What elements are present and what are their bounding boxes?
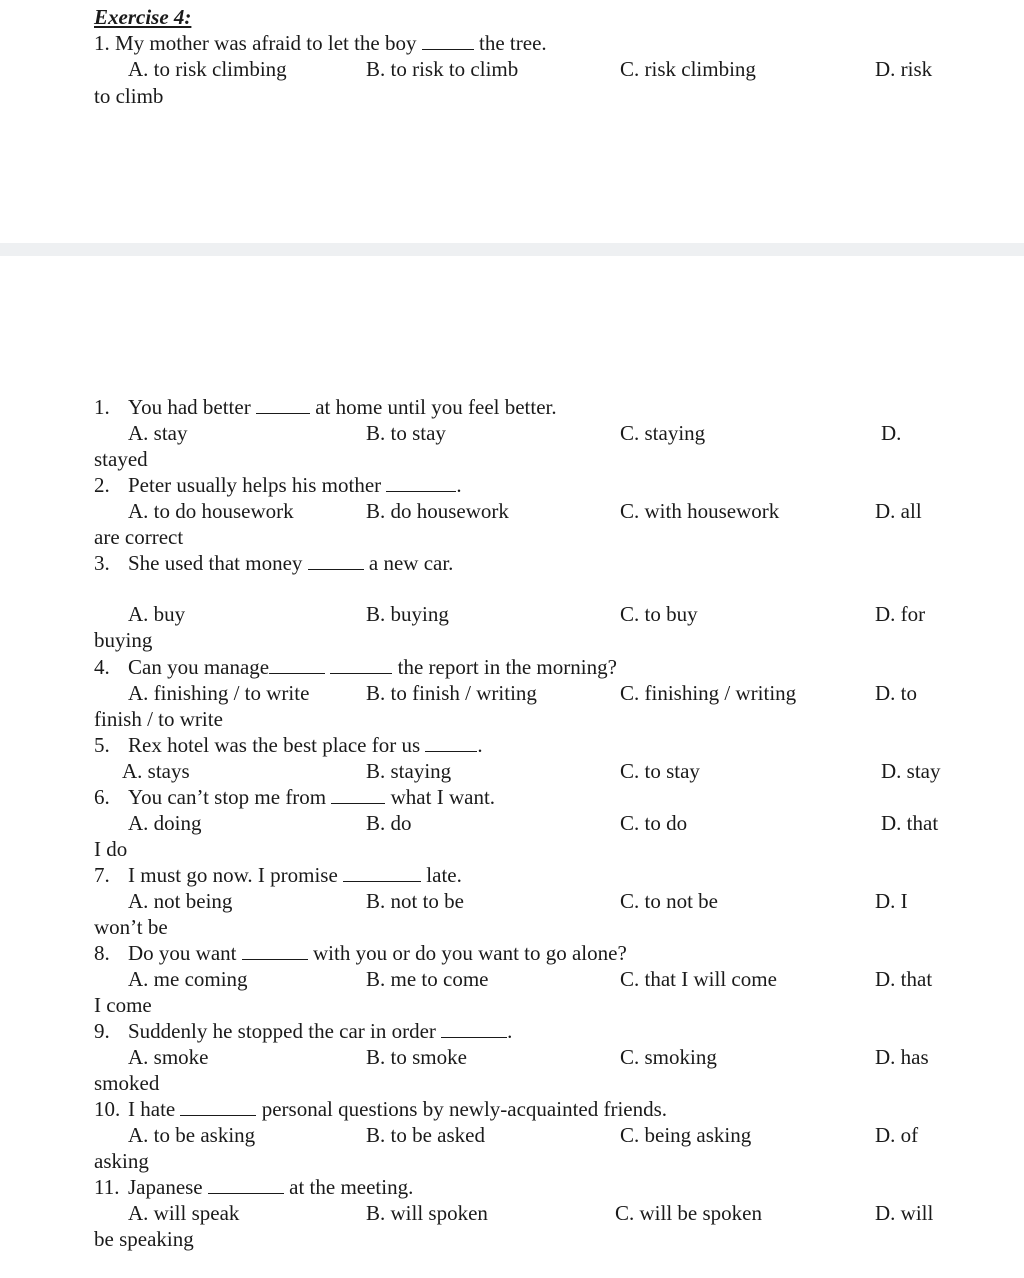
question-stem: Can you manage [128,655,270,679]
option-d-continued: be speaking [94,1227,194,1251]
option-d: D. has [875,1045,929,1069]
answer-blank [422,31,474,50]
option-a: A. to be asking [128,1123,256,1147]
top-page [0,0,1024,243]
question-tail: at the meeting. [289,1175,414,1199]
first-option-d-continued: to climb [94,84,164,108]
option-c: C. to buy [620,602,698,626]
answer-blank [331,785,385,804]
page-separator [0,243,1024,256]
option-c: C. will be spoken [615,1201,762,1225]
answer-blank [425,733,477,752]
answer-blank [330,655,392,674]
option-d-continued: I do [94,837,128,861]
first-question [94,30,547,56]
question-text [128,1096,667,1122]
option-d: D. will [875,1201,934,1225]
first-question-tail: the tree. [479,31,547,55]
question-number: 9. [94,1019,110,1043]
question-text [128,1174,413,1200]
question-number: 8. [94,941,110,965]
question-number: 1. [94,395,110,419]
question-text [128,394,557,420]
option-d-continued: finish / to write [94,707,223,731]
option-b: B. do housework [366,499,509,523]
question-stem: Peter usually helps his mother [128,473,382,497]
option-d-continued: smoked [94,1071,160,1095]
option-d: D. to [875,681,917,705]
question-text [128,654,617,680]
question-text [128,940,627,966]
option-a: A. doing [128,811,202,835]
option-d: D. I [875,889,908,913]
question-tail: personal questions by newly-acquainted friends. [261,1097,668,1121]
option-c: C. smoking [620,1045,717,1069]
option-d: D. that [881,811,939,835]
option-b: B. to smoke [366,1045,467,1069]
question-stem: She used that money [128,551,303,575]
question-number: 3. [94,551,110,575]
option-d: D. all [875,499,922,523]
question-number: 5. [94,733,110,757]
option-d: D. stay [881,759,941,783]
question-tail: at home until you feel better. [315,395,557,419]
option-c: C. that I will come [620,967,777,991]
question-tail: the report in the morning? [397,655,617,679]
option-d-continued: asking [94,1149,149,1173]
option-a: A. buy [128,602,186,626]
option-c: C. staying [620,421,706,445]
first-option-b: B. to risk to climb [366,57,519,81]
answer-blank [441,1019,507,1038]
answer-blank [269,655,325,674]
option-d: D. for [875,602,926,626]
option-b: B. to finish / writing [366,681,537,705]
question-tail: . [456,473,462,497]
option-d: D. of [875,1123,919,1147]
question-text [128,732,483,758]
option-d-continued: I come [94,993,152,1017]
question-tail: a new car. [368,551,454,575]
option-a: A. to do housework [128,499,294,523]
option-a: A. stay [128,421,188,445]
question-text [128,1018,512,1044]
question-tail: late. [426,863,462,887]
answer-blank [343,863,421,882]
question-number: 10. [94,1097,121,1121]
option-a: A. stays [122,759,190,783]
answer-blank [386,473,456,492]
option-c: C. with housework [620,499,780,523]
option-c: C. to not be [620,889,718,913]
answer-blank [256,395,310,414]
option-d-continued: are correct [94,525,184,549]
question-tail: . [507,1019,513,1043]
option-d-continued: stayed [94,447,148,471]
question-stem: I must go now. I promise [128,863,338,887]
question-tail: . [477,733,483,757]
option-b: B. not to be [366,889,464,913]
question-stem: Japanese [128,1175,203,1199]
question-stem: Suddenly he stopped the car in order [128,1019,436,1043]
first-question-stem: 1. My mother was afraid to let the boy [94,31,417,55]
option-d-continued: buying [94,628,153,652]
option-a: A. not being [128,889,233,913]
option-b: B. will spoken [366,1201,488,1225]
option-a: A. smoke [128,1045,209,1069]
option-c: C. being asking [620,1123,752,1147]
question-number: 7. [94,863,110,887]
option-c: C. to stay [620,759,700,783]
answer-blank [242,941,308,960]
question-number: 6. [94,785,110,809]
first-option-c: C. risk climbing [620,57,756,81]
question-number: 2. [94,473,110,497]
exercise-title: Exercise 4: [94,5,192,29]
option-b: B. staying [366,759,452,783]
first-option-d: D. risk [875,57,933,81]
answer-blank [308,551,364,570]
option-c: C. to do [620,811,688,835]
first-option-a: A. to risk climbing [128,57,287,81]
question-tail: what I want. [390,785,496,809]
question-text [128,550,453,576]
question-text [128,862,462,888]
question-tail: with you or do you want to go alone? [313,941,627,965]
option-d: D. [881,421,902,445]
question-text [128,784,495,810]
question-stem: Rex hotel was the best place for us [128,733,421,757]
option-a: A. me coming [128,967,248,991]
option-b: B. buying [366,602,449,626]
answer-blank [180,1097,256,1116]
option-a: A. will speak [128,1201,240,1225]
option-b: B. do [366,811,412,835]
question-stem: I hate [128,1097,176,1121]
question-stem: Do you want [128,941,237,965]
option-d: D. that [875,967,933,991]
question-number: 11. [94,1175,120,1199]
option-b: B. me to come [366,967,489,991]
option-d-continued: won’t be [94,915,168,939]
option-b: B. to be asked [366,1123,485,1147]
option-c: C. finishing / writing [620,681,797,705]
bottom-page [0,256,1024,1278]
option-b: B. to stay [366,421,446,445]
question-text [128,472,462,498]
question-stem: You had better [128,395,251,419]
answer-blank [208,1175,284,1194]
option-a: A. finishing / to write [128,681,310,705]
question-number: 4. [94,655,110,679]
question-stem: You can’t stop me from [128,785,327,809]
